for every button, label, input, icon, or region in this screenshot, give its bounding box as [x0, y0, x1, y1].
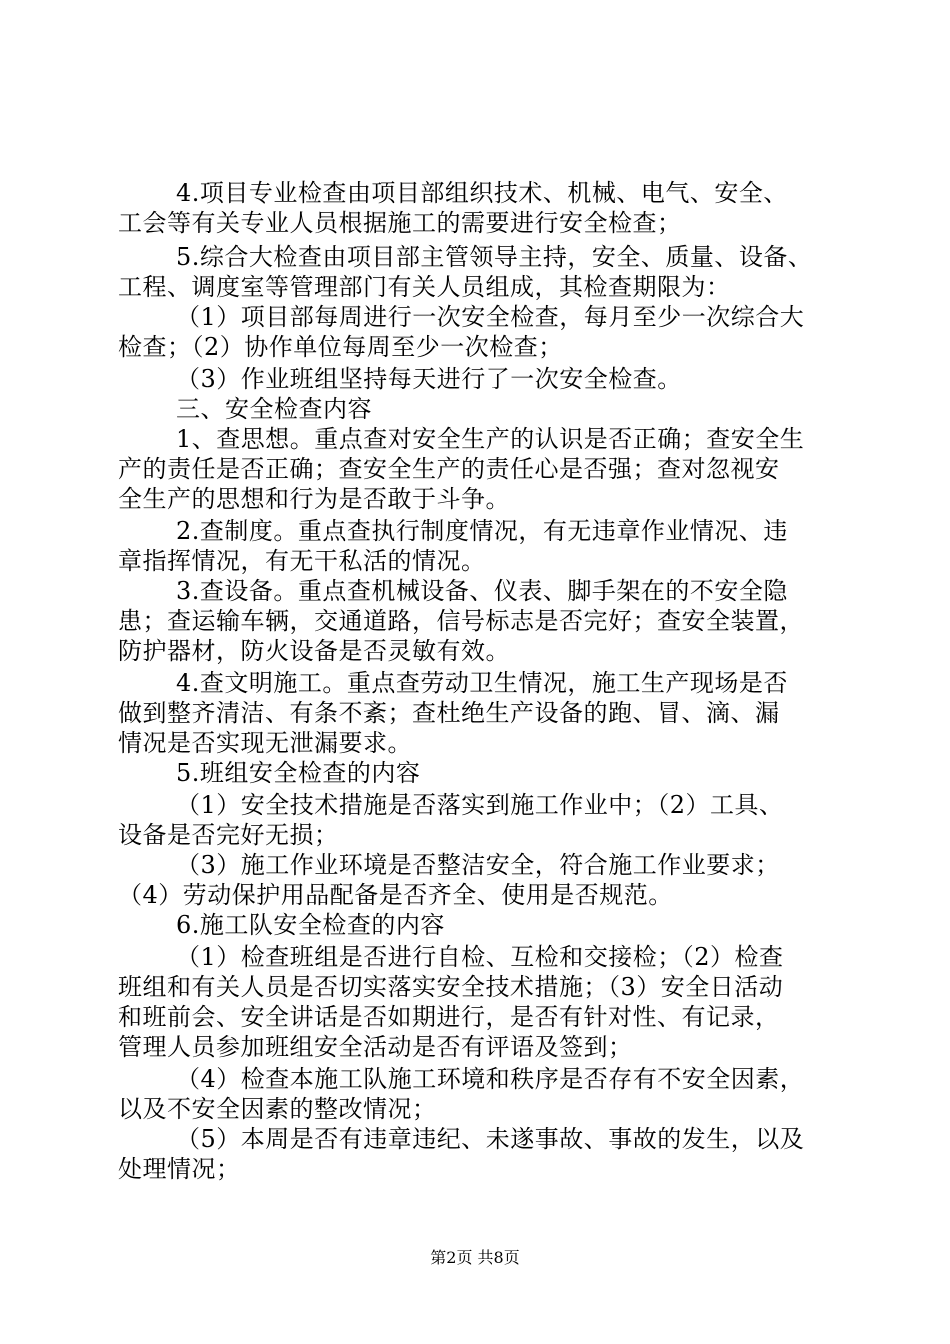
text-line-19: 情况是否实现无泄漏要求。 — [118, 729, 412, 757]
text-line-3: 5.综合大检查由项目部主管领导主持，安全、质量、设备、 — [176, 243, 813, 271]
text-line-9: 1、查思想。重点查对安全生产的认识是否正确；查安全生 — [176, 425, 805, 453]
text-line-23: （3）施工作业环境是否整洁安全，符合施工作业要求； — [176, 851, 780, 879]
text-line-30: （4）检查本施工队施工环境和秩序是否存有不安全因素， — [176, 1065, 805, 1093]
text-line-17: 4.查文明施工。重点查劳动卫生情况，施工生产现场是否 — [176, 669, 788, 697]
section-heading: 三、安全检查内容 — [176, 395, 372, 423]
text-line-7: （3）作业班组坚持每天进行了一次安全检查。 — [176, 365, 682, 393]
text-line-11: 全生产的思想和行为是否敢于斗争。 — [118, 485, 510, 513]
text-line-6: 检查；（2）协作单位每周至少一次检查； — [118, 333, 563, 361]
text-line-18: 做到整齐清洁、有条不紊；查杜绝生产设备的跑、冒、滴、漏 — [118, 699, 780, 727]
text-line-5: （1）项目部每周进行一次安全检查，每月至少一次综合大 — [176, 303, 805, 331]
text-line-13: 章指挥情况，有无干私活的情况。 — [118, 547, 486, 575]
text-line-10: 产的责任是否正确；查安全生产的责任心是否强；查对忽视安 — [118, 455, 780, 483]
text-line-21: （1）安全技术措施是否落实到施工作业中；（2）工具、 — [176, 791, 784, 819]
text-line-14: 3.查设备。重点查机械设备、仪表、脚手架在的不安全隐 — [176, 577, 788, 605]
text-line-15: 患；查运输车辆，交通道路，信号标志是否完好；查安全装置， — [118, 607, 804, 635]
text-line-12: 2.查制度。重点查执行制度情况，有无违章作业情况、违 — [176, 517, 788, 545]
text-line-20: 5.班组安全检查的内容 — [176, 759, 421, 787]
text-line-32: （5）本周是否有违章违纪、未遂事故、事故的发生，以及 — [176, 1125, 805, 1153]
text-line-28: 和班前会、安全讲话是否如期进行，是否有针对性、有记录， — [118, 1003, 780, 1031]
text-line-16: 防护器材，防火设备是否灵敏有效。 — [118, 637, 510, 665]
text-line-4: 工程、调度室等管理部门有关人员组成，其检查期限为： — [118, 273, 731, 301]
text-line-29: 管理人员参加班组安全活动是否有评语及签到； — [118, 1033, 633, 1061]
page-number-footer: 第2页 共8页 — [430, 1248, 520, 1267]
text-line-25: 6.施工队安全检查的内容 — [176, 911, 445, 939]
text-line-24: （4）劳动保护用品配备是否齐全、使用是否规范。 — [118, 881, 673, 909]
text-line-2: 工会等有关专业人员根据施工的需要进行安全检查； — [118, 209, 682, 237]
text-line-27: 班组和有关人员是否切实落实安全技术措施；（3）安全日活动 — [118, 973, 784, 1001]
text-line-33: 处理情况； — [118, 1155, 241, 1183]
text-line-1: 4.项目专业检查由项目部组织技术、机械、电气、安全、 — [176, 179, 788, 207]
text-line-22: 设备是否完好无损； — [118, 821, 339, 849]
text-line-26: （1）检查班组是否进行自检、互检和交接检；（2）检查 — [176, 943, 784, 971]
text-line-31: 以及不安全因素的整改情况； — [118, 1095, 437, 1123]
